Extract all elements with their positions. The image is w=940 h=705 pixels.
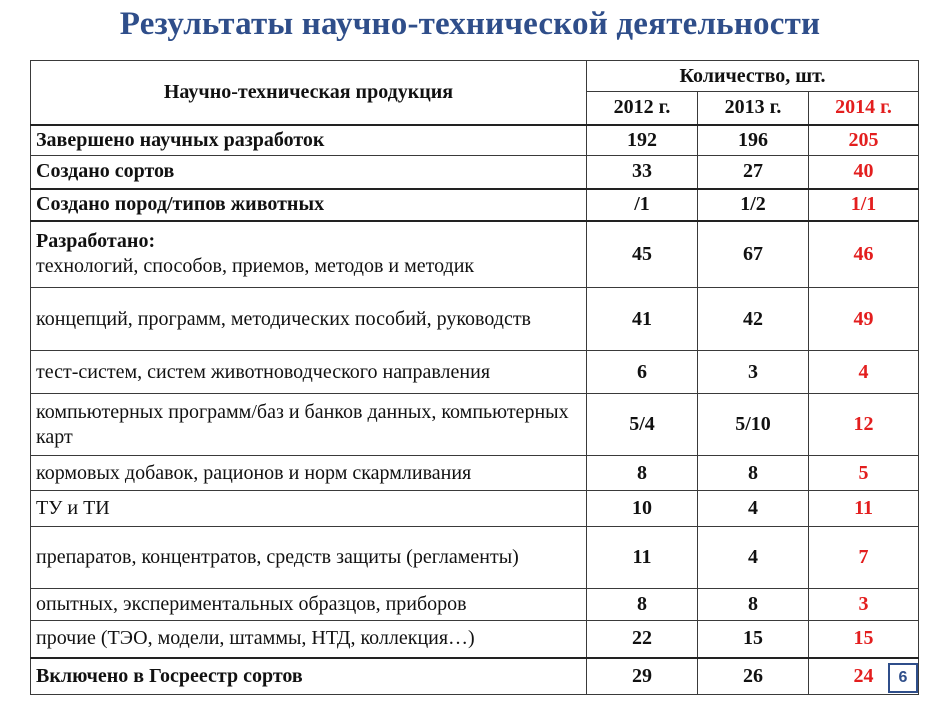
header-quantity: Количество, шт. bbox=[587, 61, 919, 92]
cell-2014: 1/1 bbox=[809, 189, 919, 221]
row-label: Создано пород/типов животных bbox=[31, 189, 587, 221]
table-row bbox=[31, 456, 919, 491]
cell-2013: 15 bbox=[698, 621, 809, 658]
cell-2012: 192 bbox=[587, 125, 698, 156]
slide-title: Результаты научно-технической деятельности bbox=[119, 6, 821, 42]
cell-2014: 11 bbox=[809, 491, 919, 527]
row-label: концепций, программ, методических пособий, руководств bbox=[31, 288, 587, 351]
cell-2014: 46 bbox=[809, 221, 919, 288]
cell-2014: 205 bbox=[809, 125, 919, 156]
row-label: ТУ и ТИ bbox=[31, 491, 587, 527]
results-table bbox=[30, 60, 919, 695]
cell-2014: 24 bbox=[809, 658, 919, 695]
cell-2013: 67 bbox=[698, 221, 809, 288]
cell-2013: 8 bbox=[698, 456, 809, 491]
header-year-2012: 2012 г. bbox=[587, 92, 698, 125]
cell-2014: 15 bbox=[809, 621, 919, 658]
table-row bbox=[31, 288, 919, 351]
cell-2013: 26 bbox=[698, 658, 809, 695]
cell-2014: 40 bbox=[809, 156, 919, 189]
page-number-badge: 6 bbox=[888, 663, 918, 693]
cell-2012: /1 bbox=[587, 189, 698, 221]
cell-2012: 5/4 bbox=[587, 394, 698, 456]
row-sub-label: технологий, способов, приемов, методов и методик bbox=[36, 255, 475, 278]
table-row bbox=[31, 125, 919, 156]
row-label: Завершено научных разработок bbox=[31, 125, 587, 156]
cell-2013: 1/2 bbox=[698, 189, 809, 221]
table-row bbox=[31, 394, 919, 456]
cell-2013: 5/10 bbox=[698, 394, 809, 456]
table-row bbox=[31, 351, 919, 394]
header-row bbox=[31, 61, 919, 92]
cell-2012: 45 bbox=[587, 221, 698, 288]
cell-2013: 42 bbox=[698, 288, 809, 351]
cell-2014: 5 bbox=[809, 456, 919, 491]
row-label: кормовых добавок, рационов и норм скармливания bbox=[31, 456, 587, 491]
row-label: опытных, экспериментальных образцов, приборов bbox=[31, 589, 587, 621]
cell-2014: 7 bbox=[809, 527, 919, 589]
row-label bbox=[31, 221, 587, 288]
cell-2013: 4 bbox=[698, 491, 809, 527]
cell-2012: 8 bbox=[587, 589, 698, 621]
cell-2013: 27 bbox=[698, 156, 809, 189]
cell-2014: 3 bbox=[809, 589, 919, 621]
cell-2012: 11 bbox=[587, 527, 698, 589]
table-row bbox=[31, 189, 919, 221]
table-row bbox=[31, 527, 919, 589]
table-row bbox=[31, 658, 919, 695]
row-label: компьютерных программ/баз и банков данных, компьютерных карт bbox=[31, 394, 587, 456]
cell-2012: 8 bbox=[587, 456, 698, 491]
row-label: Создано сортов bbox=[31, 156, 587, 189]
row-label: Включено в Госреестр сортов bbox=[31, 658, 587, 695]
table-row bbox=[31, 221, 919, 288]
cell-2013: 196 bbox=[698, 125, 809, 156]
table-row bbox=[31, 156, 919, 189]
cell-2012: 10 bbox=[587, 491, 698, 527]
cell-2012: 22 bbox=[587, 621, 698, 658]
cell-2012: 29 bbox=[587, 658, 698, 695]
cell-2013: 4 bbox=[698, 527, 809, 589]
table-row bbox=[31, 491, 919, 527]
header-year-2014: 2014 г. bbox=[809, 92, 919, 125]
row-label: тест-систем, систем животноводческого направления bbox=[31, 351, 587, 394]
table-row bbox=[31, 589, 919, 621]
cell-2013: 3 bbox=[698, 351, 809, 394]
row-label: прочие (ТЭО, модели, штаммы, НТД, коллекция…) bbox=[31, 621, 587, 658]
cell-2012: 33 bbox=[587, 156, 698, 189]
cell-2014: 4 bbox=[809, 351, 919, 394]
header-product: Научно-техническая продукция bbox=[31, 61, 587, 125]
header-year-2013: 2013 г. bbox=[698, 92, 809, 125]
table-row bbox=[31, 621, 919, 658]
cell-2012: 41 bbox=[587, 288, 698, 351]
cell-2014: 12 bbox=[809, 394, 919, 456]
row-label: препаратов, концентратов, средств защиты (регламенты) bbox=[31, 527, 587, 589]
cell-2013: 8 bbox=[698, 589, 809, 621]
group-label: Разработано: bbox=[36, 230, 156, 253]
cell-2012: 6 bbox=[587, 351, 698, 394]
cell-2014: 49 bbox=[809, 288, 919, 351]
